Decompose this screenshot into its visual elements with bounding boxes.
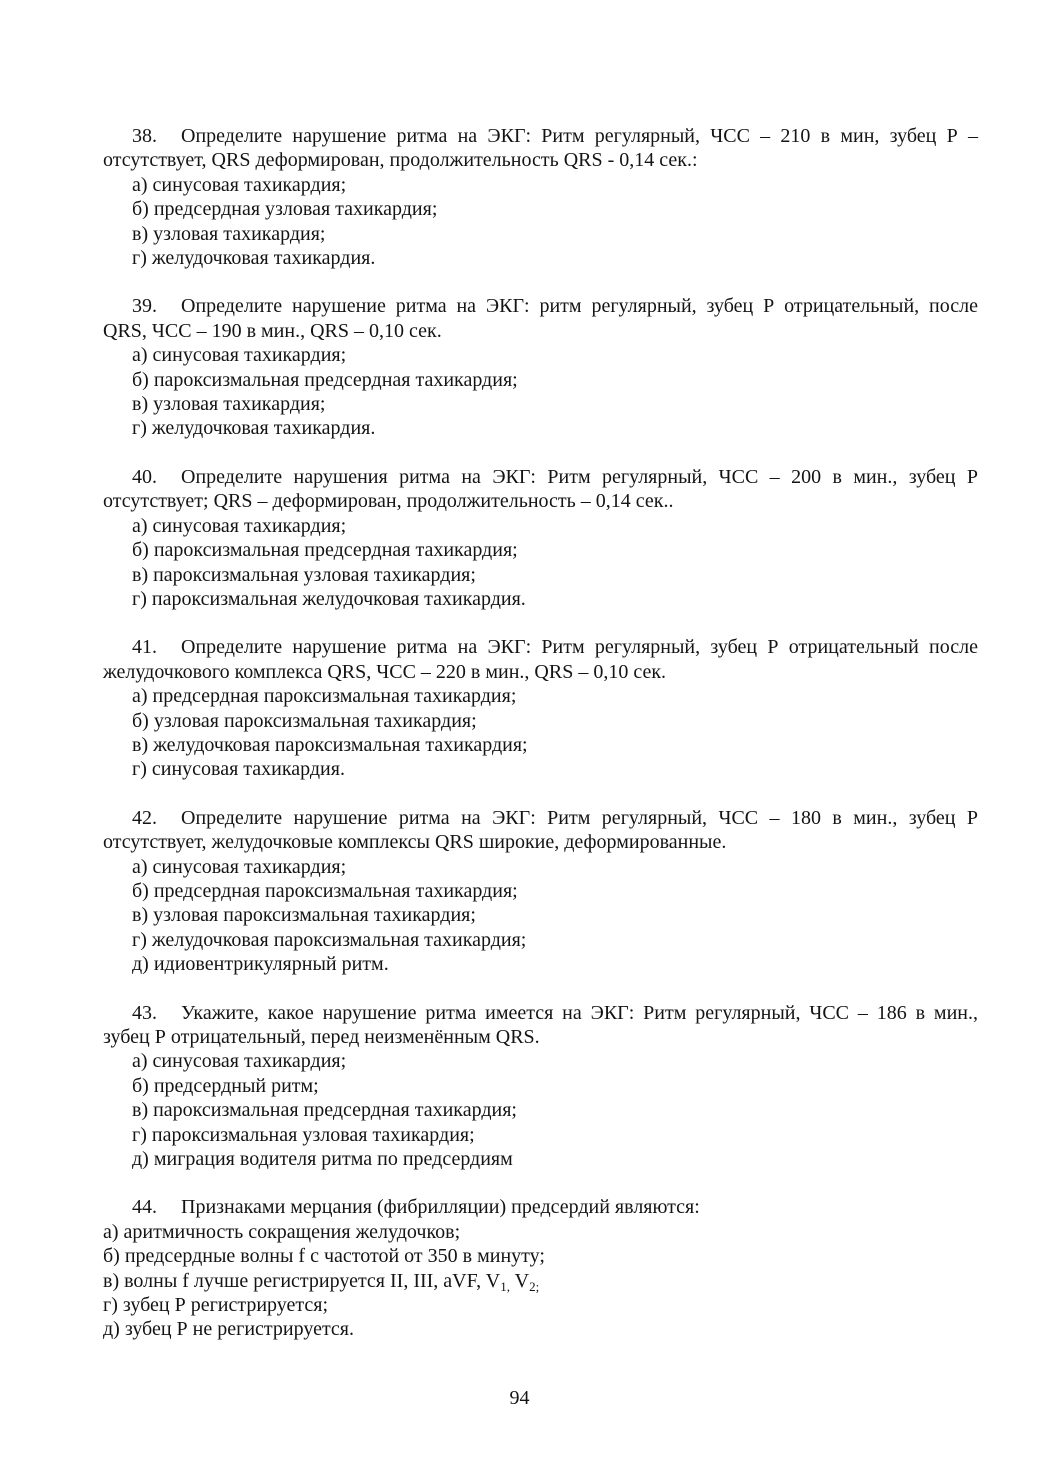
question-stem: [103, 465, 978, 514]
answer-option: г) синусовая тахикардия.: [132, 758, 345, 781]
answer-option: б) пароксизмальная предсердная тахикардия;: [132, 539, 518, 562]
answer-option: б) предсердная пароксизмальная тахикардия;: [132, 879, 518, 902]
question-text: Определите нарушение ритма на ЭКГ: ритм регулярный, зубец Р отрицательный, после QRS, ЧСС – 190 в мин., QRS – 0,10 сек.: [103, 295, 978, 342]
question-39: [103, 294, 978, 440]
answer-option: [103, 1269, 978, 1293]
question-text: Определите нарушение ритма на ЭКГ: Ритм регулярный, ЧСС – 180 в мин., зубец Р отсутствует, желудочковые комплексы QRS широкие, деформированные.: [103, 806, 978, 854]
question-text: Определите нарушение ритма на ЭКГ: Ритм регулярный, зубец Р отрицательный после желудочкового комплекса QRS, ЧСС – 220 в мин., QRS – 0,10 сек.: [103, 636, 978, 683]
question-number: 40.: [132, 465, 157, 488]
answer-option: а) синусовая тахикардия;: [132, 855, 347, 878]
answer-option: г) желудочковая пароксизмальная тахикардия;: [132, 928, 527, 951]
answer-option: в) желудочковая пароксизмальная тахикардия;: [132, 733, 528, 756]
answer-option: д) зубец Р не регистрируется.: [103, 1318, 355, 1341]
question-number: 42.: [132, 806, 157, 829]
page-number: 94: [509, 1387, 530, 1409]
question-number: 44.: [132, 1196, 157, 1219]
answer-option: б) предсердные волны f с частотой от 350 в минуту;: [103, 1245, 545, 1268]
answer-option: г) желудочковая тахикардия.: [132, 247, 376, 270]
question-stem: [103, 294, 978, 343]
question-stem: [103, 1001, 978, 1050]
question-text: Признаками мерцания (фибрилляции) предсердий являются:: [181, 1196, 700, 1219]
question-42: [103, 806, 978, 977]
answer-option: б) предсердная узловая тахикардия;: [132, 198, 438, 221]
questions-list: [103, 124, 978, 1342]
answer-option: а) синусовая тахикардия;: [132, 173, 347, 196]
option-text: V: [509, 1269, 530, 1292]
answer-option: а) аритмичность сокращения желудочков;: [103, 1220, 461, 1243]
answer-option: г) зубец Р регистрируется;: [103, 1294, 329, 1317]
question-44: [103, 1195, 978, 1341]
question-41: [103, 635, 978, 781]
answer-option: д) идиовентрикулярный ритм.: [132, 953, 389, 976]
answer-option: в) узловая тахикардия;: [132, 393, 326, 416]
question-43: [103, 1001, 978, 1172]
answer-option: а) синусовая тахикардия;: [132, 1050, 347, 1073]
answer-option: а) предсердная пароксизмальная тахикардия;: [132, 685, 517, 708]
answer-option: б) предсердный ритм;: [132, 1074, 319, 1097]
question-text: Укажите, какое нарушение ритма имеется на ЭКГ: Ритм регулярный, ЧСС – 186 в мин., зубец Р отрицательный, перед неизменённым QRS.: [103, 1001, 978, 1048]
answer-option: в) пароксизмальная узловая тахикардия;: [132, 563, 476, 586]
answer-option: г) желудочковая тахикардия.: [132, 417, 376, 440]
answer-option: а) синусовая тахикардия;: [132, 514, 347, 537]
option-text: в) волны f лучше регистрируется II, III, aVF, V: [103, 1269, 501, 1292]
question-number: 39.: [132, 295, 157, 318]
question-stem: [103, 124, 978, 173]
answer-option: в) узловая тахикардия;: [132, 222, 326, 245]
answer-option: б) узловая пароксизмальная тахикардия;: [132, 709, 477, 732]
answer-option: г) пароксизмальная узловая тахикардия;: [132, 1123, 475, 1146]
question-stem: [103, 806, 978, 855]
answer-option: г) пароксизмальная желудочковая тахикардия.: [132, 587, 526, 610]
question-38: [103, 124, 978, 270]
answer-option: в) узловая пароксизмальная тахикардия;: [132, 904, 476, 927]
question-text: Определите нарушения ритма на ЭКГ: Ритм регулярный, ЧСС – 200 в мин., зубец Р отсутствует; QRS – деформирован, продолжительность – 0,14 сек..: [103, 465, 978, 513]
question-stem: [103, 1195, 978, 1219]
subscript: 2;: [529, 1278, 540, 1294]
question-40: [103, 465, 978, 611]
question-number: 43.: [132, 1001, 157, 1024]
question-text: Определите нарушение ритма на ЭКГ: Ритм регулярный, ЧСС – 210 в мин, зубец Р – отсутствует, QRS деформирован, продолжительность QRS - 0,14 сек.:: [103, 125, 978, 172]
question-stem: [103, 635, 978, 684]
question-number: 41.: [132, 636, 157, 659]
answer-option: в) пароксизмальная предсердная тахикардия;: [132, 1099, 517, 1122]
subscript: 1,: [500, 1278, 510, 1294]
answer-option: а) синусовая тахикардия;: [132, 344, 347, 367]
answer-option: д) миграция водителя ритма по предсердиям: [132, 1148, 513, 1171]
answer-option: б) пароксизмальная предсердная тахикардия;: [132, 368, 518, 391]
question-number: 38.: [132, 125, 157, 147]
